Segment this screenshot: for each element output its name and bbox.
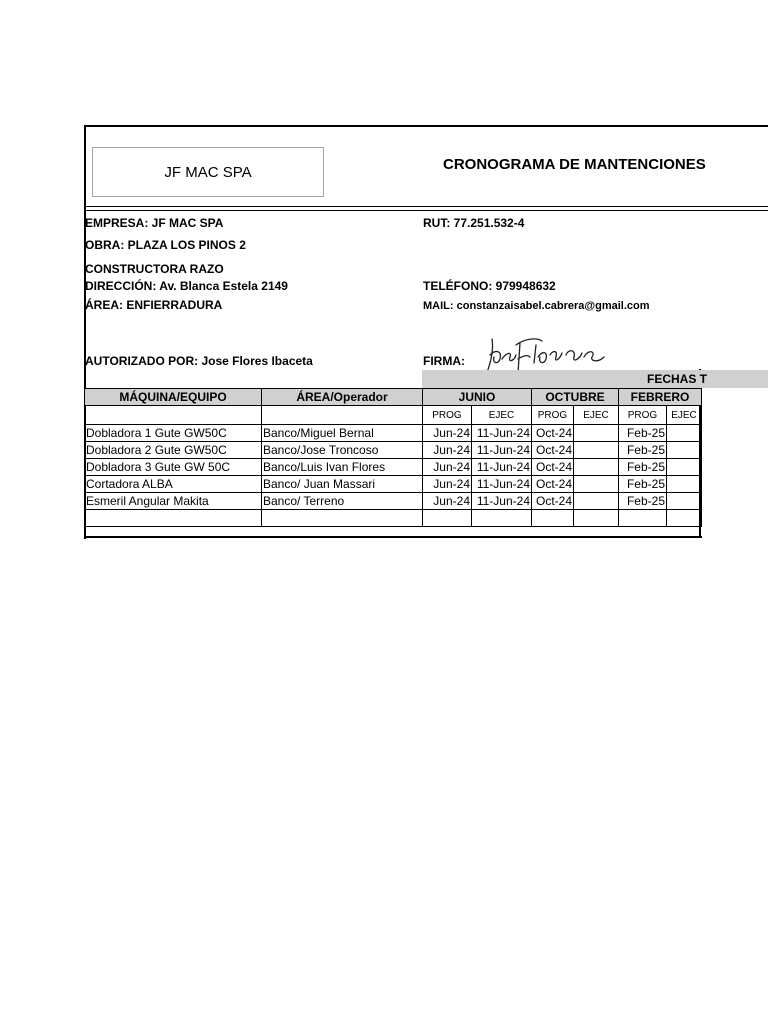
cell-oct-ejec: [574, 493, 619, 510]
cell-feb-ejec: [667, 442, 702, 459]
subheader-jun-prog: PROG: [423, 406, 472, 425]
fechas-header-label: FECHAS T: [647, 372, 707, 386]
cell-empty: [85, 510, 262, 527]
cell-area: Banco/Jose Troncoso: [262, 442, 423, 459]
col-header-area: ÁREA/Operador: [262, 389, 423, 406]
cell-jun-prog: Jun-24: [423, 493, 472, 510]
table-row: [85, 476, 702, 493]
cell-empty: [574, 510, 619, 527]
cell-jun-ejec: 11-Jun-24: [472, 442, 532, 459]
cell-jun-prog: Jun-24: [423, 459, 472, 476]
cell-oct-ejec: [574, 459, 619, 476]
cell-feb-ejec: [667, 493, 702, 510]
table-row: [85, 493, 702, 510]
cell-empty: [667, 510, 702, 527]
cell-jun-prog: Jun-24: [423, 425, 472, 442]
empresa-field: EMPRESA: JF MAC SPA: [85, 216, 224, 230]
table-row-empty: [85, 510, 702, 527]
cell-feb-prog: Feb-25: [619, 476, 667, 493]
cell-jun-ejec: 11-Jun-24: [472, 425, 532, 442]
cell-jun-prog: Jun-24: [423, 476, 472, 493]
cell-feb-prog: Feb-25: [619, 442, 667, 459]
maintenance-table: [84, 388, 702, 527]
cell-area: Banco/ Juan Massari: [262, 476, 423, 493]
cell-feb-prog: Feb-25: [619, 493, 667, 510]
cell-oct-ejec: [574, 442, 619, 459]
cell-maquina: Dobladora 1 Gute GW50C: [85, 425, 262, 442]
table-subheader-row: [85, 406, 702, 425]
direccion-field: DIRECCIÓN: Av. Blanca Estela 2149: [85, 279, 288, 293]
cell-empty: [423, 510, 472, 527]
cell-area: Banco/ Terreno: [262, 493, 423, 510]
cell-feb-prog: Feb-25: [619, 425, 667, 442]
cell-feb-ejec: [667, 476, 702, 493]
header-divider-double: [84, 210, 768, 211]
cell-oct-ejec: [574, 476, 619, 493]
cell-maquina: Dobladora 2 Gute GW50C: [85, 442, 262, 459]
fechas-header-band: [422, 370, 768, 388]
cell-feb-ejec: [667, 459, 702, 476]
area-field: ÁREA: ENFIERRADURA: [85, 298, 223, 312]
cell-oct-prog: Oct-24: [532, 459, 574, 476]
cell-feb-ejec: [667, 425, 702, 442]
cell-oct-ejec: [574, 425, 619, 442]
col-header-junio: JUNIO: [423, 389, 532, 406]
table-row: [85, 459, 702, 476]
subheader-jun-ejec: EJEC: [472, 406, 532, 425]
cell-empty: [532, 510, 574, 527]
cell-empty: [472, 510, 532, 527]
document-title: CRONOGRAMA DE MANTENCIONES: [443, 156, 706, 173]
cell-oct-prog: Oct-24: [532, 442, 574, 459]
subheader-empty: [262, 406, 423, 425]
col-header-febrero: FEBRERO: [619, 389, 702, 406]
constructora-field: CONSTRUCTORA RAZO: [85, 262, 224, 276]
col-header-maquina: MÁQUINA/EQUIPO: [85, 389, 262, 406]
cell-maquina: Dobladora 3 Gute GW 50C: [85, 459, 262, 476]
header-divider: [84, 206, 768, 207]
table-header-row: [85, 389, 702, 406]
cell-maquina: Esmeril Angular Makita: [85, 493, 262, 510]
cell-jun-prog: Jun-24: [423, 442, 472, 459]
cell-jun-ejec: 11-Jun-24: [472, 493, 532, 510]
autorizado-field: AUTORIZADO POR: Jose Flores Ibaceta: [85, 354, 313, 368]
company-logo-box: [92, 147, 324, 197]
cell-maquina: Cortadora ALBA: [85, 476, 262, 493]
frame-top-border: [84, 125, 768, 127]
table-row: [85, 425, 702, 442]
firma-label: FIRMA:: [423, 354, 465, 368]
cell-area: Banco/Luis Ivan Flores: [262, 459, 423, 476]
subheader-feb-ejec: EJEC: [667, 406, 702, 425]
subheader-feb-prog: PROG: [619, 406, 667, 425]
mail-field: MAIL: constanzaisabel.cabrera@gmail.com: [423, 300, 650, 312]
subheader-oct-ejec: EJEC: [574, 406, 619, 425]
cell-jun-ejec: 11-Jun-24: [472, 476, 532, 493]
col-header-octubre: OCTUBRE: [532, 389, 619, 406]
table-row: [85, 442, 702, 459]
telefono-field: TELÉFONO: 979948632: [423, 279, 556, 293]
cell-oct-prog: Oct-24: [532, 476, 574, 493]
cell-feb-prog: Feb-25: [619, 459, 667, 476]
cell-area: Banco/Miguel Bernal: [262, 425, 423, 442]
maintenance-schedule-sheet: [84, 125, 768, 539]
cell-empty: [262, 510, 423, 527]
frame-bottom-border: [84, 536, 702, 538]
cell-jun-ejec: 11-Jun-24: [472, 459, 532, 476]
rut-field: RUT: 77.251.532-4: [423, 216, 525, 230]
cell-oct-prog: Oct-24: [532, 425, 574, 442]
cell-empty: [619, 510, 667, 527]
cell-oct-prog: Oct-24: [532, 493, 574, 510]
obra-field: OBRA: PLAZA LOS PINOS 2: [85, 238, 246, 252]
subheader-oct-prog: PROG: [532, 406, 574, 425]
company-logo-text: JF MAC SPA: [164, 163, 252, 181]
subheader-empty: [85, 406, 262, 425]
